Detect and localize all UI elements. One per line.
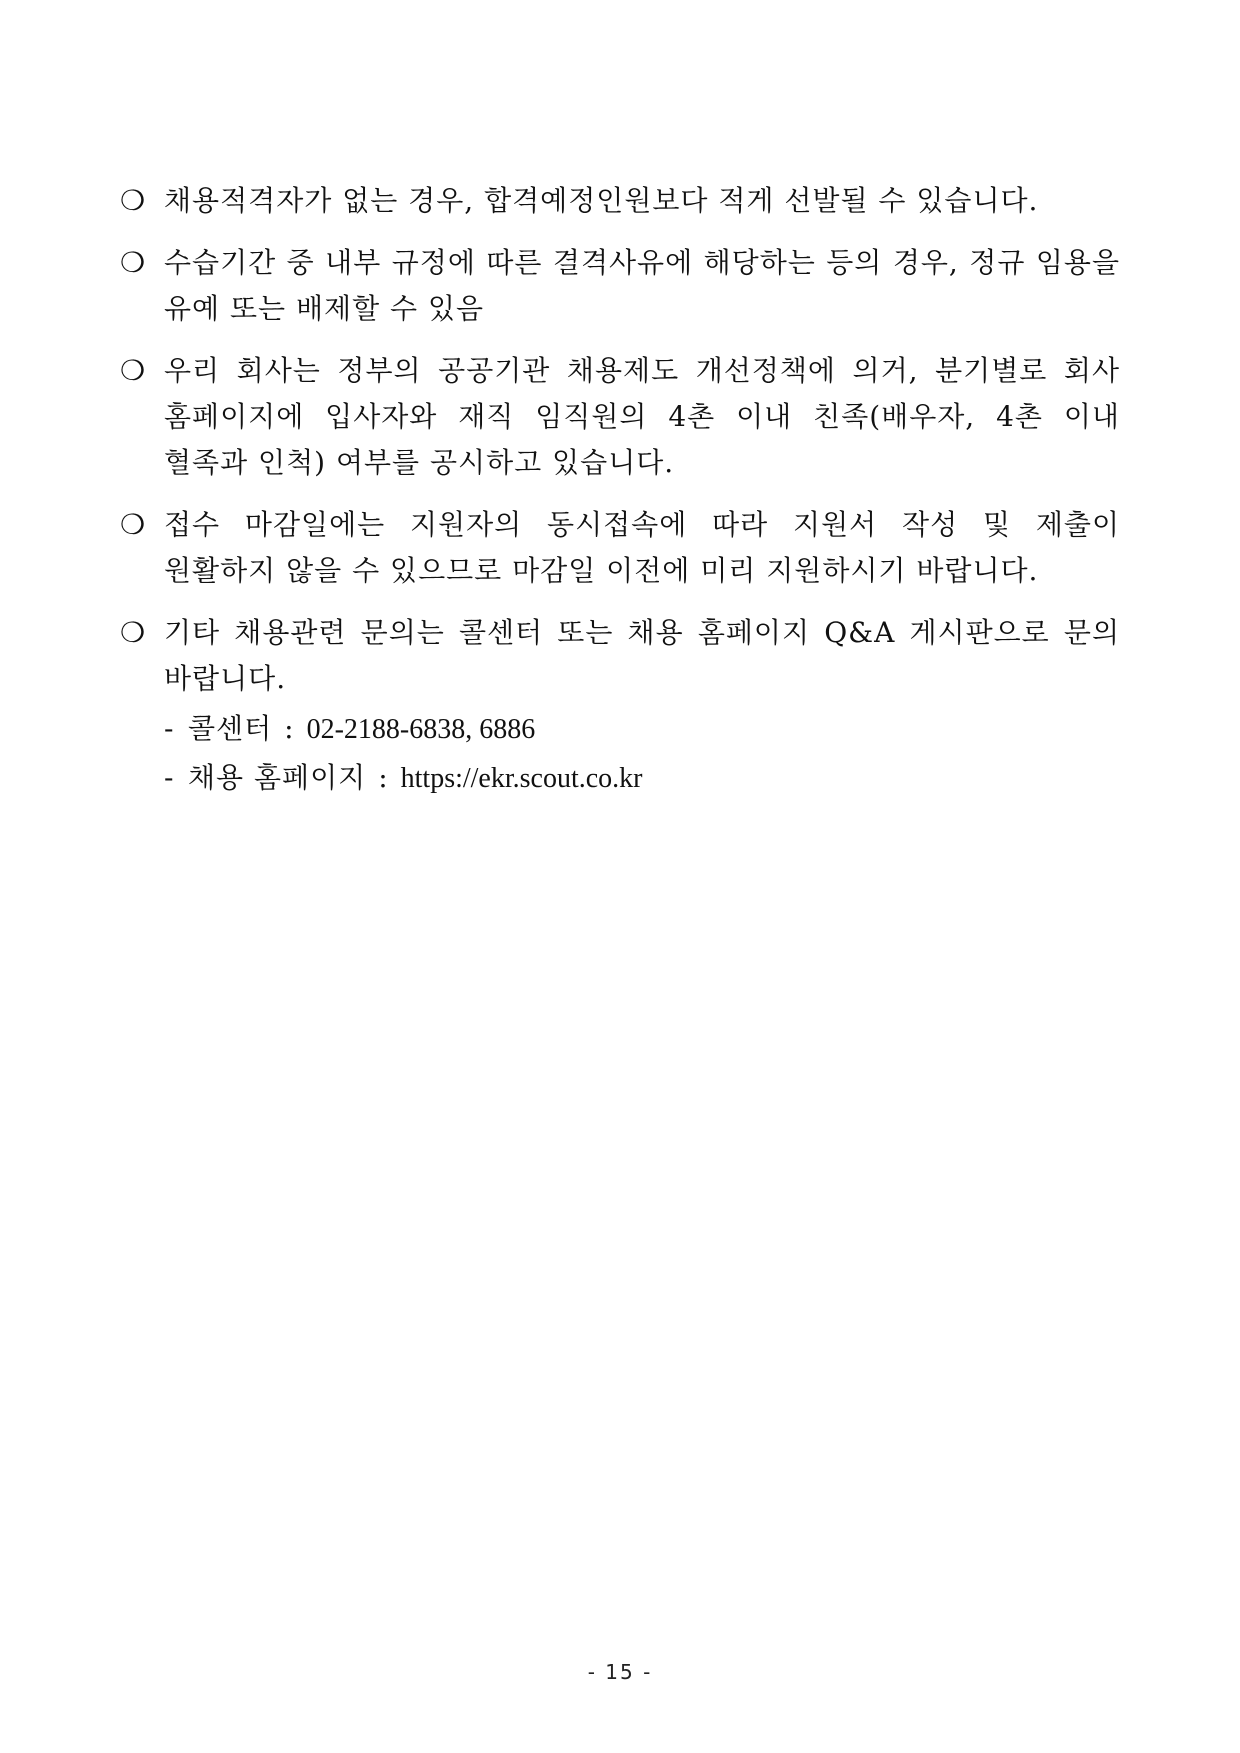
circle-bullet-icon: ❍ [120, 184, 147, 217]
call-center-label: 콜센터 [188, 712, 273, 745]
recruitment-homepage-contact [164, 755, 1120, 802]
colon-separator: : [378, 761, 389, 794]
notice-text: 우리 회사는 정부의 공공기관 채용제도 개선정책에 의거, 분기별로 회사 홈페이지에 입사자와 재직 임직원의 4촌 이내 친족(배우자, 4촌 이내 혈족과 인척) 여부를 공시하고 있습니다. [164, 354, 1120, 479]
recruitment-homepage-label: 채용 홈페이지 [188, 761, 367, 794]
notice-item-family-disclosure [120, 348, 1120, 486]
recruitment-homepage-url: https://ekr.scout.co.kr [400, 763, 643, 794]
circle-bullet-icon: ❍ [120, 616, 147, 649]
circle-bullet-icon: ❍ [120, 354, 147, 387]
dash-marker: - [164, 761, 175, 794]
contact-list [164, 706, 1120, 802]
dash-marker: - [164, 712, 175, 745]
notice-list [120, 178, 1120, 804]
notice-text: 기타 채용관련 문의는 콜센터 또는 채용 홈페이지 Q&A 게시판으로 문의 바랍니다. [164, 616, 1120, 695]
call-center-phone-numbers: 02-2188-6838, 6886 [306, 714, 536, 745]
circle-bullet-icon: ❍ [120, 246, 147, 279]
page-number: - 15 - [587, 1660, 653, 1684]
notice-item-probation [120, 240, 1120, 332]
notice-text: 채용적격자가 없는 경우, 합격예정인원보다 적게 선발될 수 있습니다. [164, 184, 1039, 217]
colon-separator: : [284, 712, 295, 745]
call-center-contact [164, 706, 1120, 753]
notice-item-selection-quota [120, 178, 1120, 224]
notice-item-deadline [120, 502, 1120, 594]
notice-text: 수습기간 중 내부 규정에 따른 결격사유에 해당하는 등의 경우, 정규 임용을 유예 또는 배제할 수 있음 [164, 246, 1120, 325]
notice-item-inquiries [120, 610, 1120, 802]
circle-bullet-icon: ❍ [120, 508, 147, 541]
notice-text: 접수 마감일에는 지원자의 동시접속에 따라 지원서 작성 및 제출이 원활하지 않을 수 있으므로 마감일 이전에 미리 지원하시기 바랍니다. [164, 508, 1120, 587]
